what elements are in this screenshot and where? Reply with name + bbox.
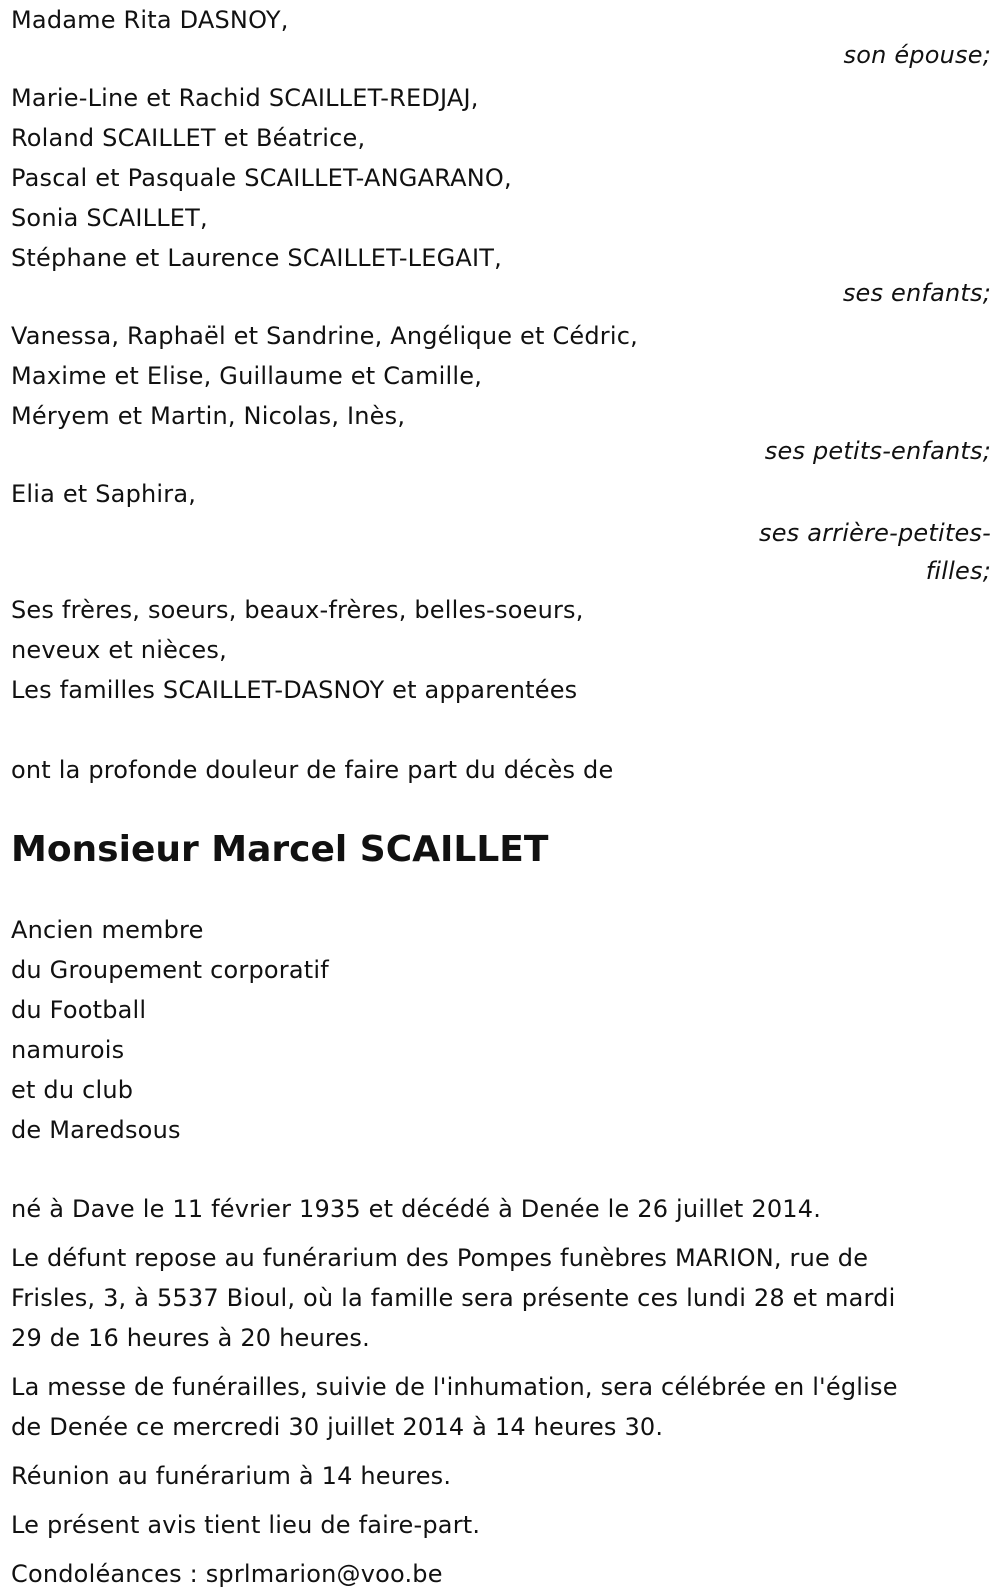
child-line: Pascal et Pasquale SCAILLET-ANGARANO, (11, 164, 512, 192)
condolences-text: Condoléances : sprlmarion@voo.be (11, 1560, 443, 1588)
child-line: Sonia SCAILLET, (11, 204, 208, 232)
meeting-text: Réunion au funérarium à 14 heures. (11, 1462, 452, 1490)
children-list (11, 78, 991, 278)
family-line: neveux et nièces, (11, 636, 227, 664)
great-grandchildren-names: Elia et Saphira, (11, 480, 197, 508)
deceased-name: Monsieur Marcel SCAILLET (11, 829, 549, 870)
family-line: Les familles SCAILLET-DASNOY et apparentées (11, 676, 578, 704)
birth-death-dates: né à Dave le 11 février 1935 et décédé à Denée le 26 juillet 2014. (11, 1195, 822, 1223)
viewing-paragraph (11, 1238, 991, 1358)
great-grandchildren-role-line2: filles; (925, 557, 991, 585)
biography-line: du Football (11, 996, 147, 1024)
spouse-role: son épouse; (843, 41, 991, 69)
grandchildren-role: ses petits-enfants; (764, 437, 991, 465)
child-line: Stéphane et Laurence SCAILLET-LEGAIT, (11, 244, 502, 272)
grandchild-line: Vanessa, Raphaël et Sandrine, Angélique et Cédric, (11, 322, 638, 350)
biography-line: Ancien membre (11, 916, 204, 944)
biography-line: namurois (11, 1036, 125, 1064)
viewing-line: 29 de 16 heures à 20 heures. (11, 1324, 370, 1352)
biography-line: de Maredsous (11, 1116, 181, 1144)
children-role: ses enfants; (842, 279, 991, 307)
biography-line: et du club (11, 1076, 134, 1104)
obituary-notice (11, 0, 991, 1594)
grandchildren-list (11, 316, 991, 436)
notice-text: Le présent avis tient lieu de faire-part. (11, 1511, 481, 1539)
funeral-line: La messe de funérailles, suivie de l'inhumation, sera célébrée en l'église (11, 1373, 898, 1401)
funeral-paragraph (11, 1367, 991, 1447)
biography (11, 910, 991, 1150)
grandchild-line: Méryem et Martin, Nicolas, Inès, (11, 402, 406, 430)
family-list (11, 590, 991, 710)
funeral-line: de Denée ce mercredi 30 juillet 2014 à 14 heures 30. (11, 1413, 664, 1441)
announcement-text: ont la profonde douleur de faire part du décès de (11, 756, 614, 784)
spouse-name: Madame Rita DASNOY, (11, 6, 289, 34)
child-line: Marie-Line et Rachid SCAILLET-REDJAJ, (11, 84, 479, 112)
family-line: Ses frères, soeurs, beaux-frères, belles-soeurs, (11, 596, 584, 624)
child-line: Roland SCAILLET et Béatrice, (11, 124, 366, 152)
biography-line: du Groupement corporatif (11, 956, 329, 984)
viewing-line: Le défunt repose au funérarium des Pompes funèbres MARION, rue de (11, 1244, 869, 1272)
great-grandchildren-role-line1: ses arrière-petites- (759, 519, 991, 547)
grandchild-line: Maxime et Elise, Guillaume et Camille, (11, 362, 483, 390)
viewing-line: Frisles, 3, à 5537 Bioul, où la famille sera présente ces lundi 28 et mardi (11, 1284, 896, 1312)
